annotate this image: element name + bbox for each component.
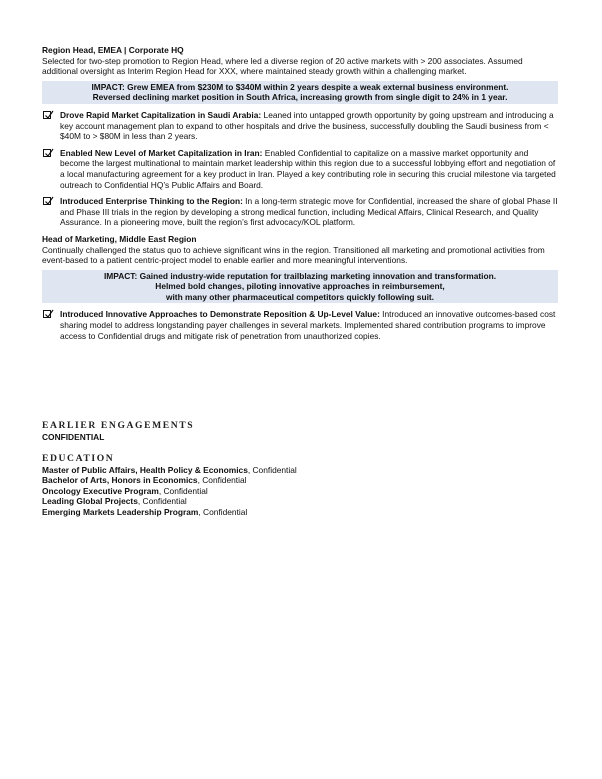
degree-name: Bachelor of Arts, Honors in Economics (42, 475, 198, 486)
education-item (42, 475, 558, 486)
degree-name: Leading Global Projects (42, 496, 138, 507)
bullet-heading: Enabled New Level of Market Capitalization in Iran: (60, 147, 263, 158)
degree-name: Oncology Executive Program (42, 485, 159, 496)
institution: , Confidential (137, 496, 187, 507)
achievement-bullet (42, 196, 558, 228)
role-summary: Selected for two-step promotion to Region Head, where led a diverse region of 20 active markets with > 200 associates. Assumed additional oversight as Interim Region Head for XXX, where maintained steady growth within a challenging market. (42, 55, 523, 77)
degree-name: Master of Public Affairs, Health Policy & Economics (42, 464, 248, 475)
bullet-text: Enabled Confidential to capitalize on a massive market opportunity and become the largest multinational to maintain market leadership within this region due to a successful lobbying effort and negotiation of a local manufacturing agreement for a key product in Iran. Played a key contributing role in securing this crucial milestone via targeted outreach to Confidential HQ’s Public Affairs and Board. (60, 147, 556, 190)
bullet-heading: Drove Rapid Market Capitalization in Saudi Arabia: (60, 109, 262, 120)
impact-line: IMPACT: Gained industry-wide reputation for trailblazing marketing innovation and transformation. (103, 270, 497, 281)
checkbox-icon (43, 197, 51, 205)
section-heading: EDUCATION (42, 453, 115, 464)
role-title: Head of Marketing, Middle East Region (42, 233, 197, 244)
education-item (42, 507, 558, 518)
checkbox-icon (43, 111, 51, 119)
checkbox-icon (43, 149, 51, 157)
achievement-bullet (42, 309, 558, 341)
degree-name: Emerging Markets Leadership Program (42, 506, 199, 517)
impact-line: Helmed bold changes, piloting innovative approaches in reimbursement, (155, 281, 445, 292)
role-summary: Continually challenged the status quo to achieve significant wins in the region. Transitioned all marketing and promotional activities from event-based to a patient centric-project model to enable earlier and more meaningful interventions. (42, 244, 545, 266)
institution: , Confidential (198, 506, 248, 517)
institution: , Confidential (247, 464, 297, 475)
education-item (42, 465, 558, 476)
impact-box (42, 81, 558, 104)
section-heading: EARLIER ENGAGEMENTS (42, 420, 195, 431)
education-section (42, 454, 558, 518)
earlier-section (42, 421, 558, 442)
role-title: Region Head, EMEA | Corporate HQ (42, 45, 184, 55)
impact-line: with many other pharmaceutical competitors quickly following suit. (165, 291, 435, 302)
achievement-bullet (42, 148, 558, 190)
bullet-text: In a long-term strategic move for Confidential, increased the share of global Phase II and Phase III trials in the region by developing a strong medical function, including Medical Affairs, Clinical Research, and Quality Assurance. In a pioneering move, built the region’s first advocacy/KOL platform. (60, 196, 558, 228)
impact-line: IMPACT: Grew EMEA from $230M to $340M within 2 years despite a weak external business environment. (91, 81, 509, 92)
bullet-text: Leaned into untapped growth opportunity by going upstream and introducing a key account management plan to expand to other hospitals and drive the business, successfully doubling the Saudi business from < $40M to > $80M in less than 2 years. (60, 109, 554, 142)
institution: , Confidential (158, 485, 208, 496)
bullet-heading: Introduced Innovative Approaches to Demonstrate Reposition & Up-Level Value: (60, 309, 380, 320)
bullet-text: Introduced an innovative outcomes-based cost sharing model to address longstanding payer challenges in several markets. Implemented shared contribution programs to improve access to Confidential drugs and mitigate risk of penetration from unauthorized copies. (60, 309, 556, 341)
education-item (42, 496, 558, 507)
education-item (42, 486, 558, 497)
bullet-heading: Introduced Enterprise Thinking to the Region: (60, 196, 243, 207)
checkbox-icon (43, 310, 51, 318)
achievement-bullet (42, 110, 558, 142)
earlier-value: CONFIDENTIAL (42, 431, 105, 442)
impact-box (42, 270, 558, 304)
institution: , Confidential (197, 475, 247, 486)
resume-page (42, 45, 558, 347)
impact-line: Reversed declining market position in South Africa, increasing growth from single digit to 24% in 1 year. (92, 92, 508, 103)
